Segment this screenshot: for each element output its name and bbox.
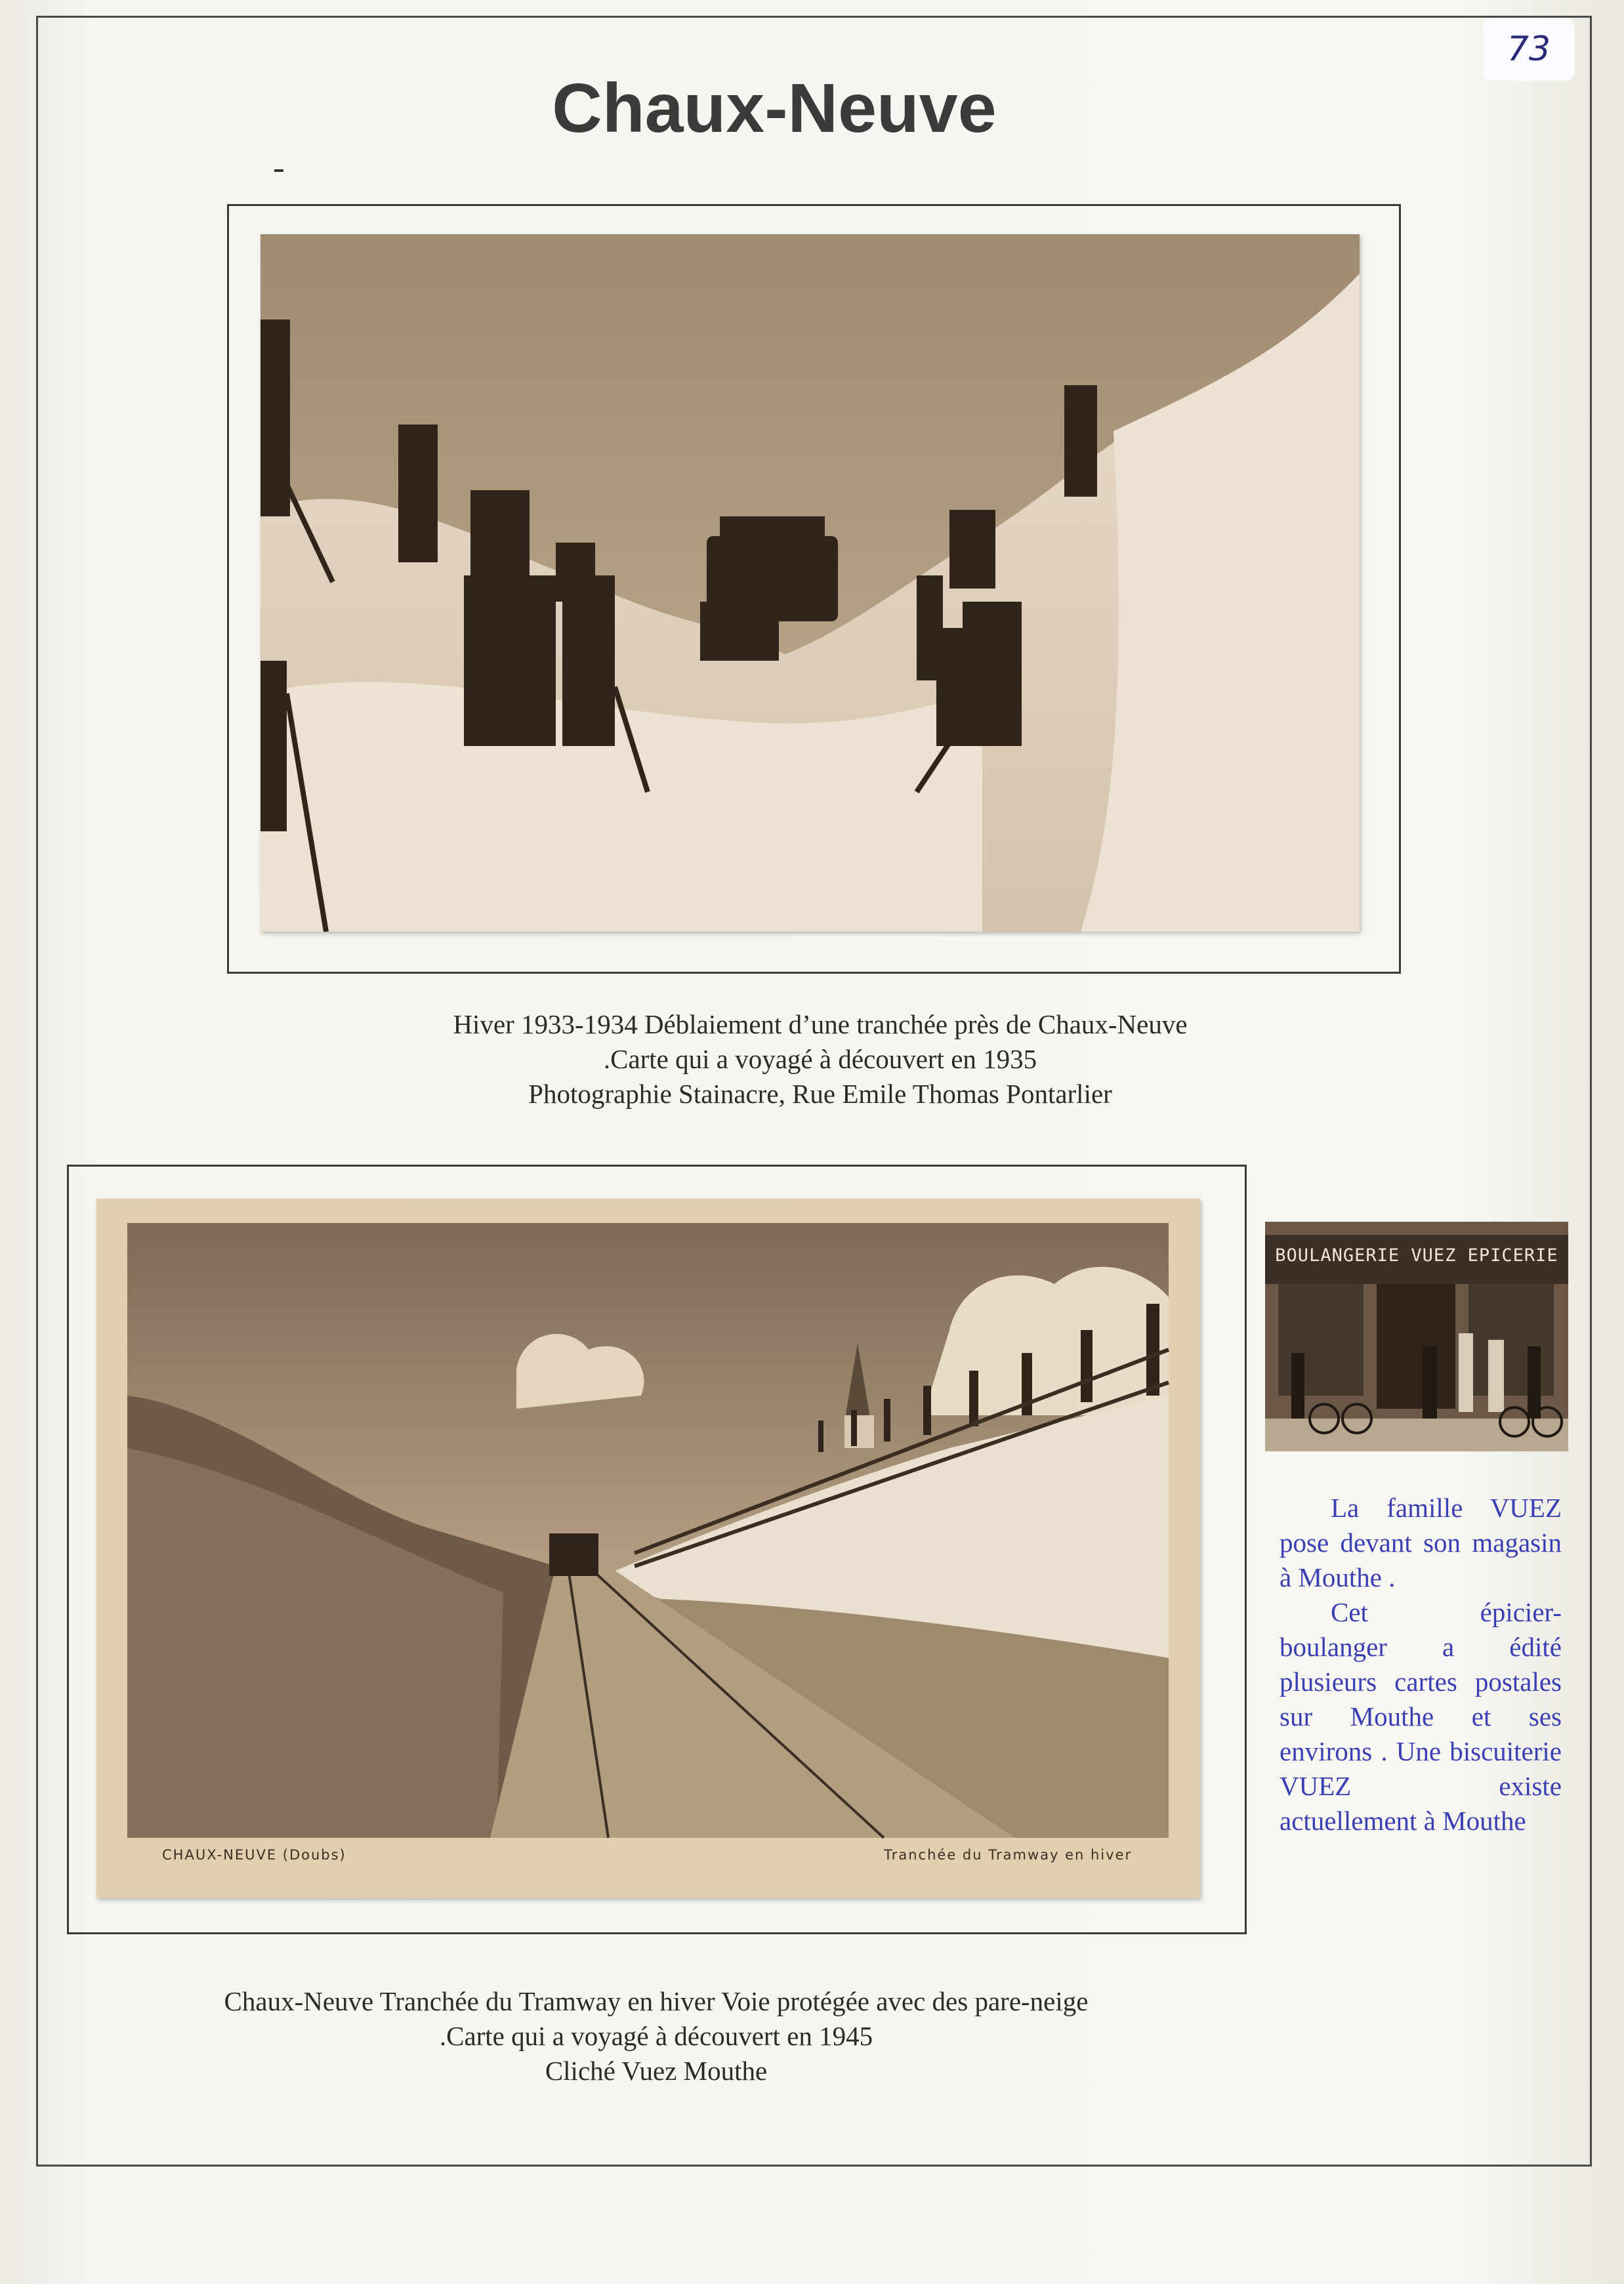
vuez-shop-photo xyxy=(1265,1222,1568,1451)
caption-line: .Carte qui a voyagé à découvert en 1945 xyxy=(439,2021,873,2051)
card-label-right: Tranchée du Tramway en hiver xyxy=(884,1847,1133,1863)
card-label-left: CHAUX-NEUVE (Doubs) xyxy=(162,1847,346,1863)
page-title: Chaux-Neuve xyxy=(552,70,997,147)
caption-line: Chaux-Neuve Tranchée du Tramway en hiver Voie protégée avec des pare-neige xyxy=(224,1986,1089,2016)
tramway-trench-illustration xyxy=(96,1199,1200,1898)
snow-clearing-photo xyxy=(260,234,1360,932)
note-paragraph: Cet épicier-boulanger a édité plusieurs cartes postales sur Mouthe et ses environs . Une biscuiterie VUEZ existe actuellement à Mouthe xyxy=(1280,1597,1562,1836)
shop-sign: BOULANGERIE VUEZ EPICERIE xyxy=(1275,1245,1558,1266)
photo-2-caption xyxy=(98,1984,1214,2088)
photo-1-caption xyxy=(328,1007,1312,1111)
caption-line: Hiver 1933-1934 Déblaiement d’une tranchée près de Chaux-Neuve xyxy=(453,1009,1188,1039)
note-paragraph: La famille VUEZ pose devant son magasin à Mouthe . xyxy=(1280,1493,1562,1592)
page-number: 73 xyxy=(1483,18,1575,81)
caption-line: Photographie Stainacre, Rue Emile Thomas Pontarlier xyxy=(528,1079,1112,1109)
snow-trench-illustration xyxy=(260,234,1360,932)
tramway-postcard xyxy=(96,1199,1200,1898)
caption-line: .Carte qui a voyagé à découvert en 1935 xyxy=(603,1044,1037,1074)
vuez-family-note xyxy=(1280,1491,1562,1838)
caption-line: Cliché Vuez Mouthe xyxy=(545,2056,768,2086)
pencil-mark xyxy=(274,169,283,172)
